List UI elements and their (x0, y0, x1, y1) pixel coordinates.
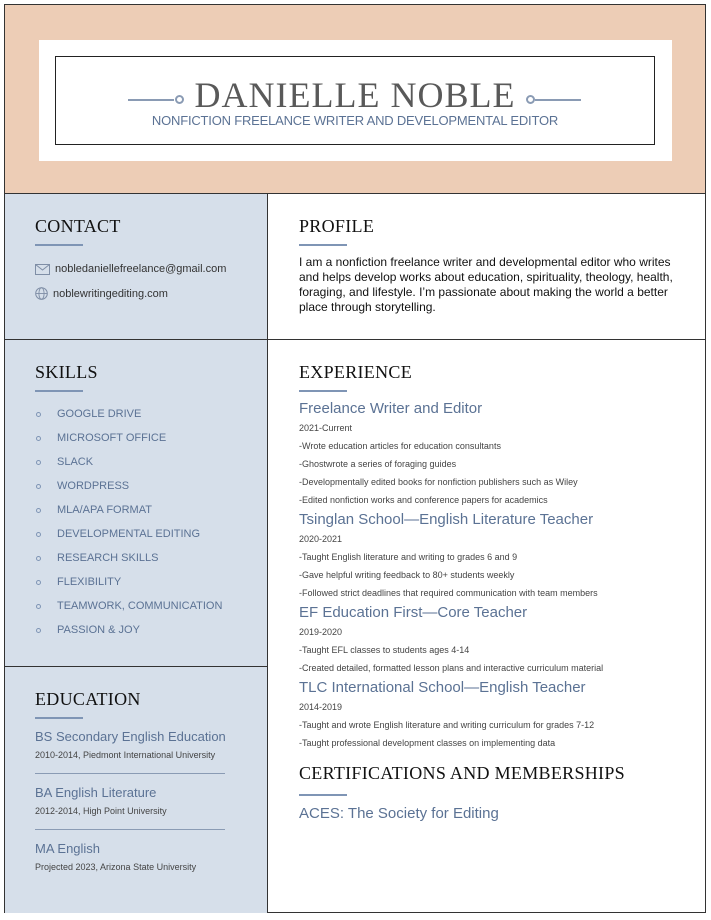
skill-label: MLA/APA FORMAT (57, 504, 152, 516)
experience-heading-rule (299, 390, 347, 392)
job-title: EF Education First—Core Teacher (299, 604, 528, 621)
education-detail: 2010-2014, Piedmont International University (35, 750, 216, 760)
job-dates: 2014-2019 (299, 702, 343, 712)
skills-heading: SKILLS (35, 362, 98, 382)
education-detail: 2012-2014, High Point University (35, 806, 167, 816)
job-bullet: -Ghostwrote a series of foraging guides (299, 459, 457, 469)
job-bullet: -Wrote education articles for education consultants (299, 441, 501, 451)
contact-website[interactable]: noblewritingediting.com (53, 287, 168, 300)
job-bullet: -Edited nonfiction works and conference papers for academics (299, 495, 548, 505)
job-bullet: -Created detailed, formatted lesson plans and interactive curriculum material (299, 663, 604, 673)
skill-item (35, 546, 222, 570)
bullet-icon (36, 460, 41, 465)
skill-item (35, 426, 222, 450)
envelope-icon (35, 264, 50, 275)
bullet-icon (36, 628, 41, 633)
profile-heading: PROFILE (299, 216, 375, 236)
job-entry (299, 604, 603, 674)
job-bullet: -Developmentally edited books for nonfiction publishers such as Wiley (299, 477, 578, 487)
bullet-icon (36, 580, 41, 585)
education-degree: MA English (35, 841, 101, 856)
skill-label: GOOGLE DRIVE (57, 408, 142, 420)
skills-heading-rule (35, 390, 83, 392)
contact-email[interactable]: nobledaniellefreelance@gmail.com (55, 263, 227, 275)
candidate-name: DANIELLE NOBLE (194, 75, 516, 115)
certifications-heading-rule (299, 794, 347, 796)
education-item (35, 841, 196, 872)
skill-label: DEVELOPMENTAL EDITING (57, 528, 201, 540)
section-divider-2 (5, 666, 268, 667)
skill-label: RESEARCH SKILLS (57, 552, 159, 564)
contact-heading-rule (35, 244, 83, 246)
job-dates: 2021-Current (299, 423, 353, 433)
job-dates: 2020-2021 (299, 534, 343, 544)
skill-item (35, 498, 222, 522)
contact-heading: CONTACT (35, 216, 121, 236)
job-bullet: -Taught English literature and writing to grades 6 and 9 (299, 552, 518, 562)
globe-icon (35, 287, 48, 300)
candidate-subtitle: NONFICTION FREELANCE WRITER AND DEVELOPMENTAL EDITOR (151, 113, 559, 128)
skill-label: MICROSOFT OFFICE (57, 432, 167, 444)
bullet-icon (36, 604, 41, 609)
skill-label: SLACK (57, 456, 94, 468)
skill-label: PASSION & JOY (57, 624, 140, 636)
education-heading-rule (35, 717, 83, 719)
job-title: Tsinglan School—English Literature Teacher (299, 511, 594, 528)
skill-item (35, 570, 222, 594)
bullet-icon (36, 508, 41, 513)
header-banner (5, 5, 705, 194)
experience-heading: EXPERIENCE (299, 362, 412, 382)
job-dates: 2019-2020 (299, 627, 343, 637)
education-separator (35, 773, 225, 774)
job-bullet: -Gave helpful writing feedback to 80+ students weekly (299, 570, 515, 580)
skill-item (35, 450, 222, 474)
education-degree: BA English Literature (35, 785, 157, 800)
skills-list (35, 402, 222, 642)
job-entry (299, 511, 598, 599)
contact-website-row[interactable] (35, 287, 168, 300)
job-bullet: -Taught professional development classes on implementing data (299, 738, 556, 748)
resume-page (4, 4, 706, 913)
skill-item (35, 618, 222, 642)
bullet-icon (36, 436, 41, 441)
header-frame (55, 56, 655, 145)
bullet-icon (36, 556, 41, 561)
contact-email-row[interactable] (35, 263, 226, 275)
education-item (35, 785, 167, 816)
section-divider-1 (5, 339, 705, 340)
bullet-icon (36, 412, 41, 417)
education-item (35, 729, 226, 760)
job-title: TLC International School—English Teacher (299, 679, 586, 696)
skill-item (35, 402, 222, 426)
certifications-heading: CERTIFICATIONS AND MEMBERSHIPS (299, 763, 625, 783)
education-degree: BS Secondary English Education (35, 729, 226, 744)
certification-item: ACES: The Society for Editing (299, 805, 499, 822)
job-entry (299, 400, 578, 506)
job-bullet: -Followed strict deadlines that required communication with team members (299, 588, 598, 598)
education-detail: Projected 2023, Arizona State University (35, 862, 197, 872)
job-bullet: -Taught EFL classes to students ages 4-14 (299, 645, 470, 655)
job-bullet: -Taught and wrote English literature and writing curriculum for grades 7-12 (299, 720, 595, 730)
skill-item (35, 522, 222, 546)
job-title: Freelance Writer and Editor (299, 400, 483, 417)
education-separator (35, 829, 225, 830)
profile-heading-rule (299, 244, 347, 246)
bullet-icon (36, 532, 41, 537)
job-entry (299, 679, 594, 749)
skill-label: WORDPRESS (57, 480, 130, 492)
skill-label: FLEXIBILITY (57, 576, 122, 588)
bullet-icon (36, 484, 41, 489)
education-heading: EDUCATION (35, 689, 141, 709)
skill-label: TEAMWORK, COMMUNICATION (57, 600, 223, 612)
header-card (39, 40, 672, 161)
profile-text: I am a nonfiction freelance writer and developmental editor who writes and helps develop works about education, spirituality, theology, health, foraging, and lifestyle. I’m passionate about making the world a better place through storytelling. (299, 255, 673, 314)
skill-item (35, 594, 222, 618)
skill-item (35, 474, 222, 498)
